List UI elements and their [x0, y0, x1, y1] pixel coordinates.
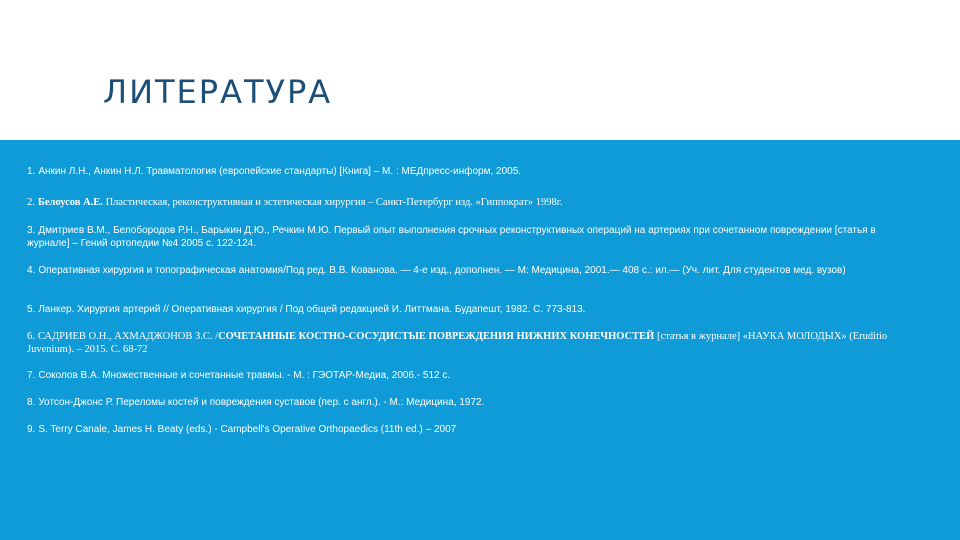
reference-text: Ланкер. Хирургия артерий // Оперативная хирургия / Под общей редакцией И. Литтмана. Будапешт, 1982. С. 773-813. — [38, 304, 586, 315]
reference-text: S. Terry Canale, James H. Beaty (eds.) - Campbell's Operative Orthopaedics (11th ed.) – 2007 — [38, 424, 457, 435]
reference-item: 7. Соколов В.А. Множественные и сочетанные травмы. - М. : ГЭОТАР-Медиа, 2006.- 512 с. — [27, 370, 451, 381]
reference-authors: САДРИЕВ О.Н., АХМАДЖОНОВ З.С. / — [37, 331, 219, 342]
slide-title: ЛИТЕРАТУРА — [103, 73, 333, 111]
reference-text: Пластическая, реконструктивная и эстетическая хирургия – Санкт-Петербург изд. «Гиппократ» 1998г. — [102, 197, 563, 208]
reference-text: Анкин Л.Н., Анкин Н.Л. Травматология (европейские стандарты) [Книга] – М. : МЕДпресс-информ, 2005. — [38, 166, 522, 177]
reference-text: Оперативная хирургия и топографическая анатомия/Под ред. В.В. Кованова. — 4-е изд., дополнен. — М: Медицина, 2001.— 408 с.: ил.— (Уч. лит. Для студентов мед. вузов) — [38, 265, 846, 276]
content-area — [0, 140, 960, 540]
title-band — [0, 14, 960, 140]
reference-item: 9. S. Terry Canale, James H. Beaty (eds.) - Campbell's Operative Orthopaedics (11th ed.) – 2007 — [27, 424, 457, 435]
reference-item: 4. Оперативная хирургия и топографическая анатомия/Под ред. В.В. Кованова. — 4-е изд., дополнен. — М: Медицина, 2001.— 408 с.: ил.— (Уч. лит. Для студентов мед. вузов) — [27, 265, 846, 276]
reference-text: Соколов В.А. Множественные и сочетанные травмы. - М. : ГЭОТАР-Медиа, 2006.- 512 с. — [38, 370, 451, 381]
reference-item: 8. Уотсон-Джонс Р. Переломы костей и повреждения суставов (пер. с англ.). - М.: Медицина, 1972. — [27, 397, 485, 408]
reference-item: 1. Анкин Л.Н., Анкин Н.Л. Травматология (европейские стандарты) [Книга] – М. : МЕДпресс-информ, 2005. — [27, 166, 522, 177]
reference-item: 6. САДРИЕВ О.Н., АХМАДЖОНОВ З.С. /СОЧЕТАННЫЕ КОСТНО-СОСУДИСТЫЕ ПОВРЕЖДЕНИЯ НИЖНИХ КОНЕЧНОСТЕЙ [статья в журнале] «НАУКА МОЛОДЫХ» (Eruditio Juvenium). – 2015. С. 68-72 — [27, 331, 888, 355]
reference-item: 5. Ланкер. Хирургия артерий // Оперативная хирургия / Под общей редакцией И. Литтмана. Будапешт, 1982. С. 773-813. — [27, 304, 586, 315]
reference-text: Уотсон-Джонс Р. Переломы костей и повреждения суставов (пер. с англ.). - М.: Медицина, 1972. — [38, 397, 485, 408]
reference-item: 2. Белоусов А.Е. Пластическая, реконструктивная и эстетическая хирургия – Санкт-Петербург изд. «Гиппократ» 1998г. — [27, 197, 563, 208]
reference-text: Дмитриев В.М., Белобородов Р.Н., Барыкин Д.Ю., Речкин М.Ю. Первый опыт выполнения срочных реконструктивных операций на артериях при сочетанном повреждении [статья в журнале] – Гений ортопедии №4 2005 с. 122-124. — [27, 225, 876, 249]
reference-title: СОЧЕТАННЫЕ КОСТНО-СОСУДИСТЫЕ ПОВРЕЖДЕНИЯ НИЖНИХ КОНЕЧНОСТЕЙ — [218, 331, 655, 342]
reference-author: Белоусов А.Е. — [37, 197, 103, 208]
reference-text: [статья в журнале] «НАУКА МОЛОДЫХ» (Eruditio Juvenium). – 2015. С. 68-72 — [27, 331, 888, 355]
reference-item: 3. Дмитриев В.М., Белобородов Р.Н., Барыкин Д.Ю., Речкин М.Ю. Первый опыт выполнения срочных реконструктивных операций на артериях при сочетанном повреждении [статья в журнале] – Гений ортопедии №4 2005 с. 122-124. — [27, 225, 876, 249]
